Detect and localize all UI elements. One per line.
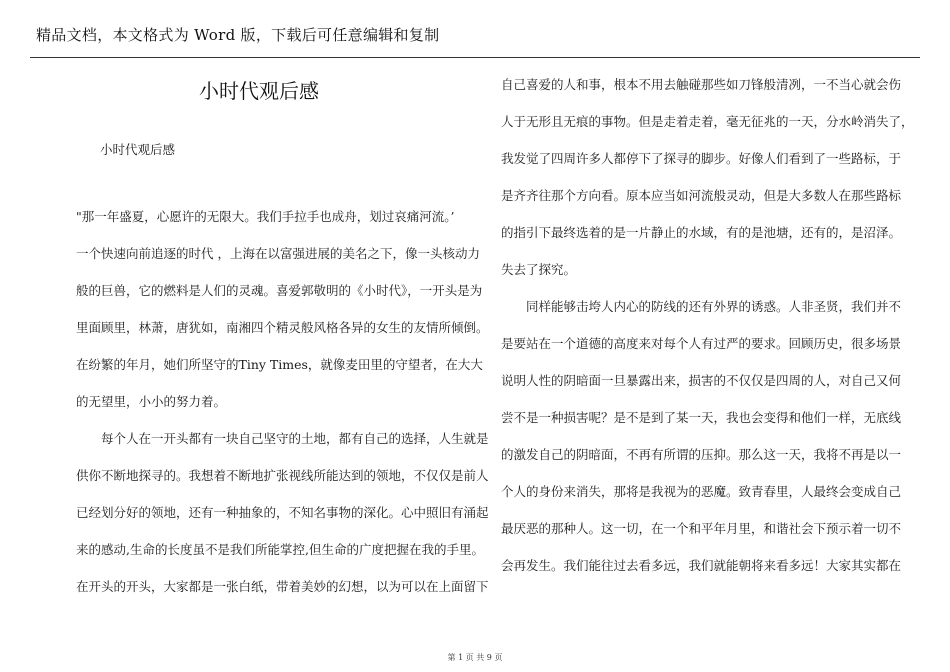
text-line: 会再发生。我们能往过去看多远，我们就能朝将来看多远！大家其实都在 xyxy=(501,558,902,573)
text-line: 个人的身份来消失，那将是我视为的恶魔。致青春里，人最终会变成自己 xyxy=(501,484,902,499)
document-header: 精品文档，本文格式为 Word 版，下载后可任意编辑和复制 xyxy=(36,26,440,44)
text-line: "那一年盛夏，心愿许的无限大。我们手拉手也成舟，划过哀痛河流。’ xyxy=(76,209,455,224)
text-line: 是齐齐往那个方向看。原本应当如河流般灵动，但是大多数人在那些路标 xyxy=(501,188,902,203)
text-line: 已经划分好的领地，还有一种抽象的，不知名事物的深化。心中照旧有涌起 xyxy=(76,505,489,520)
text-line: 里面顾里，林萧，唐犹如，南湘四个精灵般风格各异的女生的友情所倾倒。 xyxy=(76,320,489,335)
text-line: 在开头的开头，大家都是一张白纸，带着美妙的幻想，以为可以在上面留下 xyxy=(76,579,489,594)
text-line: 自己喜爱的人和事，根本不用去触碰那些如刀锋般清冽，一不当心就会伤 xyxy=(501,77,902,92)
text-line: 我发觉了四周许多人都停下了探寻的脚步。好像人们看到了一些路标，于 xyxy=(501,151,902,166)
text-line: 供你不断地探寻的。我想着不断地扩张视线所能达到的领地，不仅仅是前人 xyxy=(76,468,489,483)
document-subtitle: 小时代观后感 xyxy=(100,142,176,157)
page-indicator: 第 1 页 共 9 页 xyxy=(447,653,503,662)
text-line: 来的感动,生命的长度虽不是我们所能掌控,但生命的广度把握在我的手里。 xyxy=(76,542,484,557)
text-line: 最厌恶的那种人。这一切，在一个和平年月里，和谐社会下预示着一切不 xyxy=(501,521,902,536)
text-line: 一个快速向前追逐的时代 ，上海在以富强进展的美名之下，像一头核动力 xyxy=(76,246,480,261)
text-line: 是要站在一个道德的高度来对每个人有过严的要求。回顾历史，很多场景 xyxy=(501,336,902,351)
text-line: 说明人性的阴暗面一旦暴露出来，损害的不仅仅是四周的人，对自己又何 xyxy=(501,373,902,388)
text-line: 的无望里，小小的努力着。 xyxy=(76,394,227,409)
text-line: 失去了探究。 xyxy=(501,262,577,277)
text-line: 的激发自己的阴暗面，不再有所谓的压抑。那么这一天，我将不再是以一 xyxy=(501,447,902,462)
text-line: 在纷繁的年月，她们所坚守的Tiny Times，就像麦田里的守望者，在大大 xyxy=(76,357,483,372)
text-line: 尝不是一种损害呢？是不是到了某一天，我也会变得和他们一样，无底线 xyxy=(501,410,902,425)
text-line: 的指引下最终选着的是一片静止的水域，有的是池塘，还有的，是沼泽。 xyxy=(501,225,902,240)
text-line: 人于无形且无痕的事物。但是走着走着，毫无征兆的一天，分水岭消失了， xyxy=(501,114,914,129)
text-line: 每个人在一开头都有一块自己坚守的土地，都有自己的选择，人生就是 xyxy=(101,431,489,446)
text-line: 般的巨兽，它的燃料是人们的灵魂。喜爱郭敬明的《小时代》，一开头是为 xyxy=(76,283,483,298)
document-title: 小时代观后感 xyxy=(199,79,319,103)
text-line: 同样能够击垮人内心的防线的还有外界的诱惑。人非圣贤，我们并不 xyxy=(526,299,902,314)
header-divider xyxy=(30,57,920,58)
